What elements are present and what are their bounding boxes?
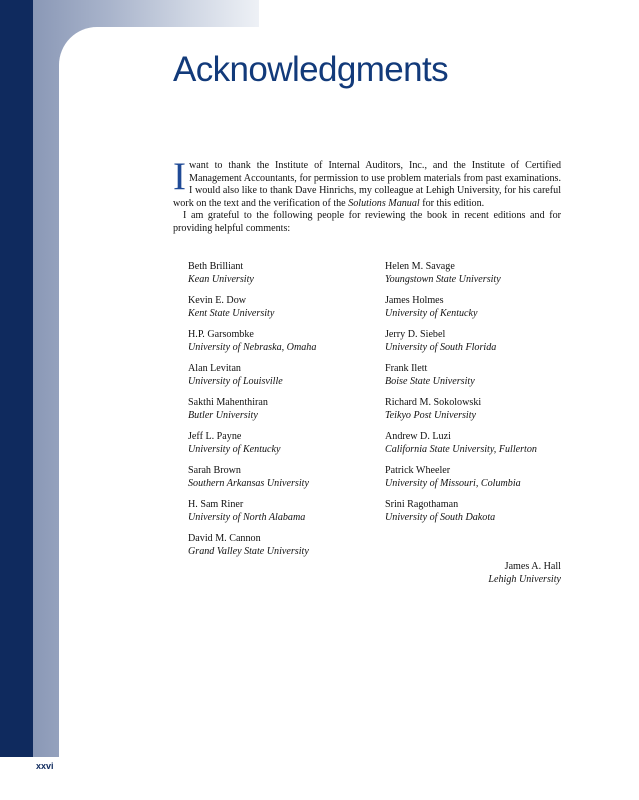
reviewer-entry [385,498,568,525]
reviewer-entry [385,396,568,423]
reviewer-school: Southern Arkansas University [188,478,309,490]
reviewer-school: Kent State University [188,308,275,320]
reviewer-entry [188,430,385,457]
reviewer-school: California State University, Fullerton [385,444,537,456]
signature-block [380,560,561,587]
reviewer-entry [188,294,385,321]
reviewer-name: Sarah Brown [188,465,241,476]
reviewer-entry [188,396,385,423]
reviewer-name: James Holmes [385,295,444,306]
intro-paragraph-1-text: want to thank the Institute of Internal Auditors, Inc., and the Institute of Certified Management Accountants, for permission to use problem materials from past examinations. I would also like to thank Dave Hinrichs, my colleague at Lehigh University, for his careful work on the text and the verification of the [173,160,561,209]
reviewer-name: David M. Cannon [188,533,261,544]
reviewer-name: Jerry D. Siebel [385,329,446,340]
reviewer-school: Boise State University [385,376,475,388]
reviewer-entry [385,464,568,491]
author-affiliation: Lehigh University [488,574,561,586]
reviewer-entry [188,464,385,491]
author-name: James A. Hall [504,561,561,572]
solutions-manual-title: Solutions Manual [348,197,420,209]
reviewer-name: H.P. Garsombke [188,329,254,340]
reviewer-name: Sakthi Mahenthiran [188,397,268,408]
reviewer-school: University of Nebraska, Omaha [188,342,317,354]
reviewer-school: University of Kentucky [188,444,281,456]
reviewer-school: University of South Florida [385,342,497,354]
reviewer-school: Teikyo Post University [385,410,477,422]
reviewer-school: University of Kentucky [385,308,478,320]
reviewer-school: Grand Valley State University [188,546,309,558]
reviewer-entry [188,362,385,389]
reviewer-school: Kean University [188,274,254,286]
page-title: Acknowledgments [173,50,449,89]
reviewer-school: University of South Dakota [385,512,496,524]
reviewer-entry [188,532,385,559]
reviewer-entry [188,498,385,525]
reviewer-list [188,260,568,559]
reviewer-name: Andrew D. Luzi [385,431,451,442]
reviewer-name: Jeff L. Payne [188,431,242,442]
reviewer-name: Frank Ilett [385,363,428,374]
reviewer-name: Helen M. Savage [385,261,455,272]
reviewer-school: Butler University [188,410,258,422]
reviewer-entry [188,328,385,355]
reviewer-entry [385,260,568,287]
drop-cap: I [173,155,186,198]
reviewer-entry [385,294,568,321]
intro-text [173,155,561,236]
reviewer-school: University of North Alabama [188,512,306,524]
reviewer-name: H. Sam Riner [188,499,244,510]
intro-paragraph-1-end: for this edition. [419,197,485,209]
reviewer-entry [385,328,568,355]
reviewer-name: Beth Brilliant [188,261,244,272]
intro-paragraph-2: I am grateful to the following people for reviewing the book in recent editions and for providing helpful comments: [173,210,561,234]
page-number: xxvi [36,761,54,771]
reviewer-name: Patrick Wheeler [385,465,451,476]
reviewer-name: Richard M. Sokolowski [385,397,482,408]
reviewer-name: Kevin E. Dow [188,295,247,306]
reviewer-name: Alan Levitan [188,363,241,374]
reviewer-school: Youngstown State University [385,274,501,286]
intro-paragraph-1 [173,155,561,210]
reviewer-name: Srini Ragothaman [385,499,459,510]
reviewer-entry [385,430,568,457]
reviewer-school: University of Missouri, Columbia [385,478,521,490]
reviewer-entry [385,362,568,389]
navy-sidebar-bar [0,0,33,757]
reviewer-entry [188,260,385,287]
reviewer-school: University of Louisville [188,376,283,388]
